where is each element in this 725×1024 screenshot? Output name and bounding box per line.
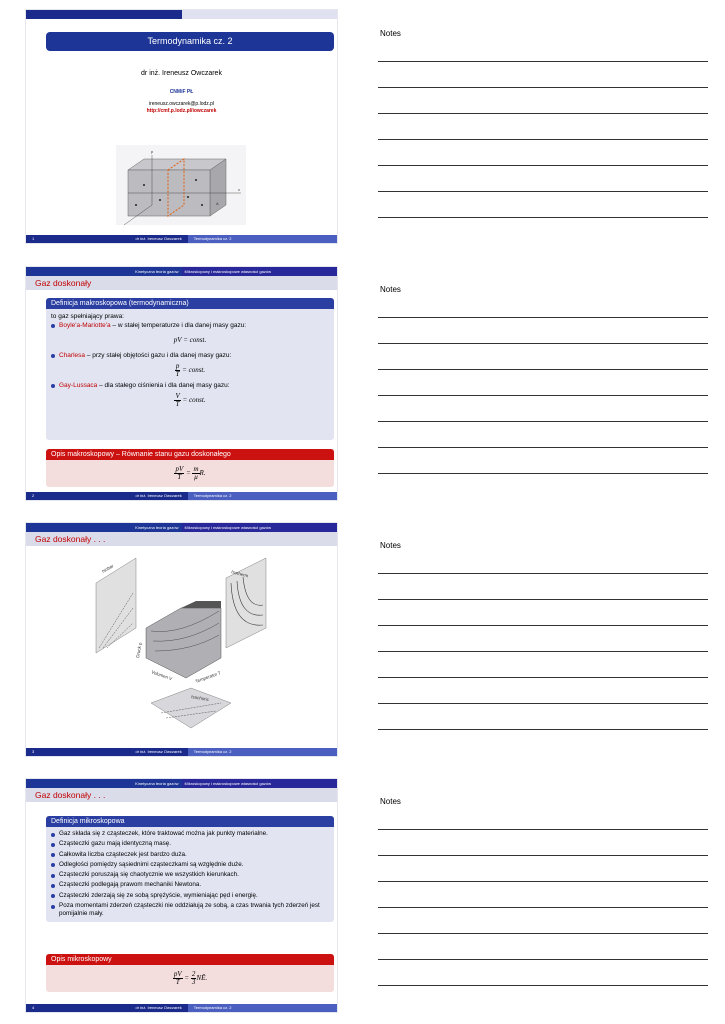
footer-page-number: 4: [32, 1005, 35, 1010]
notes-line: [378, 343, 708, 344]
nav-section-right[interactable]: Mikroskopowy i makroskopowe własności gazów: [182, 523, 338, 532]
notes-line: [378, 87, 708, 88]
label-isobar: Isobar: [101, 563, 115, 574]
frame-title: Gaz doskonały: [26, 276, 337, 290]
micro-equation-body: [46, 965, 334, 992]
slide-footer: [26, 1004, 337, 1012]
list-item: Odległości pomiędzy sąsiednimi cząsteczkami są względnie duże.: [51, 861, 329, 869]
micro-equation-block: [46, 954, 334, 992]
notes-line: [378, 369, 708, 370]
footer-author: dr inż. Ireneusz Owczarek: [135, 749, 182, 754]
figure-label-A: A: [216, 201, 219, 206]
slide-2: [26, 267, 337, 500]
list-item: Cząsteczki poruszają się chaotycznie we wszystkich kierunkach.: [51, 871, 329, 879]
notes-line: [378, 317, 708, 318]
notes-line: [378, 907, 708, 908]
definition-block-title: Definicja makroskopowa (termodynamiczna): [46, 298, 334, 309]
pvt-surface-figure: [91, 553, 271, 743]
micro-equation-title: Opis mikroskopowy: [46, 954, 334, 965]
equation-boyle: pV = const.: [173, 336, 207, 344]
definition-intro: to gaz spełniający prawa:: [51, 313, 124, 320]
notes-label: Notes: [380, 29, 401, 38]
state-equation-body: [46, 460, 334, 487]
nav-section-right[interactable]: Mikroskopowy i makroskopowe własności gazów: [182, 779, 338, 788]
list-item: Gaz składa się z cząsteczek, które traktować można jak punkty materialne.: [51, 830, 329, 838]
notes-line: [378, 881, 708, 882]
notes-line: [378, 395, 708, 396]
frame-title: Gaz doskonały . . .: [26, 532, 337, 546]
figure-label-p: p: [151, 149, 154, 154]
list-item: Cząsteczki gazu mają identyczną masę.: [51, 840, 329, 848]
definition-block-body: [46, 309, 334, 440]
equation-state: $\frac{pV}{T}$ = $\frac{m}{\mu}$ R.: [175, 465, 206, 481]
slide-nav-bar: [26, 779, 337, 788]
notes-line: [378, 703, 708, 704]
list-item: Cząsteczki podlegają prawom mechaniki Newtona.: [51, 881, 329, 889]
footer-author: dr inż. Ireneusz Owczarek: [135, 236, 182, 241]
slide-nav-bar: [26, 523, 337, 532]
footer-page-number: 3: [32, 749, 35, 754]
list-item: Poza momentami zderzeń cząsteczki nie oddziałują ze sobą, a czas trwania tych zderzeń jest pomijalnie mały.: [51, 902, 329, 919]
slide-author: dr inż. Ireneusz Owczarek: [141, 70, 222, 77]
notes-line: [378, 421, 708, 422]
label-temperature-axis: Temperatur T: [194, 670, 222, 684]
label-isochoric: Isochoric: [190, 694, 210, 703]
law-item: Charlesa – przy stałej objętości gazu i dla danej masy gazu:: [51, 351, 329, 360]
slide-4: [26, 779, 337, 1012]
notes-line: [378, 829, 708, 830]
slide-nav-bar: [26, 267, 337, 276]
slide-email: ireneusz.owczarek@p.lodz.pl: [148, 101, 215, 107]
gas-box-figure: [116, 145, 246, 225]
list-item: Cząsteczki zderzają się ze sobą sprężyście, wymieniając pęd i energię.: [51, 892, 329, 900]
nav-section-right[interactable]: Mikroskopowy i makroskopowe własności gazów: [182, 267, 338, 276]
law-item: Boyle'a-Mariotte'a – w stałej temperaturze i dla danej masy gazu:: [51, 321, 329, 330]
law-item: Gay-Lussaca – dla stałego ciśnienia i dla danej masy gazu:: [51, 381, 329, 390]
notes-label: Notes: [380, 285, 401, 294]
slide-title-box: Termodynamika cz. 2: [46, 32, 334, 51]
micro-definition-title: Definicja mikroskopowa: [46, 816, 334, 827]
slide-url[interactable]: http://cmf.p.lodz.pl/iowczarek: [146, 108, 217, 114]
nav-section-left[interactable]: Kinetyczna teoria gazów: [26, 523, 182, 532]
slide-1: [26, 10, 337, 243]
footer-author: dr inż. Ireneusz Owczarek: [135, 493, 182, 498]
slide-3: [26, 523, 337, 756]
notes-line: [378, 61, 708, 62]
notes-line: [378, 599, 708, 600]
slide-footer: [26, 492, 337, 500]
footer-page-number: 1: [32, 236, 35, 241]
notes-line: [378, 985, 708, 986]
notes-line: [378, 625, 708, 626]
notes-line: [378, 729, 708, 730]
footer-title: Termodynamika cz. 2: [188, 492, 337, 500]
footer-title: Termodynamika cz. 2: [188, 235, 337, 243]
slide-footer: [26, 235, 337, 243]
footer-title: Termodynamika cz. 2: [188, 1004, 337, 1012]
nav-section-left[interactable]: Kinetyczna teoria gazów: [26, 267, 182, 276]
notes-label: Notes: [380, 797, 401, 806]
notes-line: [378, 573, 708, 574]
figure-label-x: x: [238, 187, 240, 192]
notes-line: [378, 447, 708, 448]
footer-title: Termodynamika cz. 2: [188, 748, 337, 756]
state-equation-block: [46, 449, 334, 487]
definition-block: [46, 298, 334, 440]
notes-line: [378, 191, 708, 192]
micro-definition-block: [46, 816, 334, 922]
equation-charles: $\frac{p}{T}$ = const.: [175, 362, 206, 378]
notes-line: [378, 217, 708, 218]
equation-gay-lussac: $\frac{V}{T}$ = const.: [175, 392, 206, 408]
equation-micro: $\frac{pV}{T}$ = $\frac{2}{3}$ NĒ.: [173, 970, 208, 986]
micro-definition-body: [46, 827, 334, 922]
label-volume-axis: Volumen V: [150, 669, 173, 682]
notes-line: [378, 651, 708, 652]
list-item: Całkowita liczba cząsteczek jest bardzo duża.: [51, 851, 329, 859]
notes-line: [378, 855, 708, 856]
slide-institute: CNMiF PŁ: [169, 89, 194, 95]
slide-footer: [26, 748, 337, 756]
notes-line: [378, 959, 708, 960]
notes-line: [378, 165, 708, 166]
slide-top-bar: [26, 10, 337, 19]
label-pressure-axis: Druck p: [135, 642, 143, 659]
label-isotherm: Isotherm: [230, 569, 249, 579]
notes-label: Notes: [380, 541, 401, 550]
notes-line: [378, 677, 708, 678]
nav-section-left[interactable]: Kinetyczna teoria gazów: [26, 779, 182, 788]
notes-line: [378, 139, 708, 140]
footer-page-number: 2: [32, 493, 35, 498]
frame-title: Gaz doskonały . . .: [26, 788, 337, 802]
state-equation-title: Opis makroskopowy – Równanie stanu gazu doskonałego: [46, 449, 334, 460]
footer-author: dr inż. Ireneusz Owczarek: [135, 1005, 182, 1010]
notes-line: [378, 933, 708, 934]
notes-line: [378, 113, 708, 114]
notes-line: [378, 473, 708, 474]
